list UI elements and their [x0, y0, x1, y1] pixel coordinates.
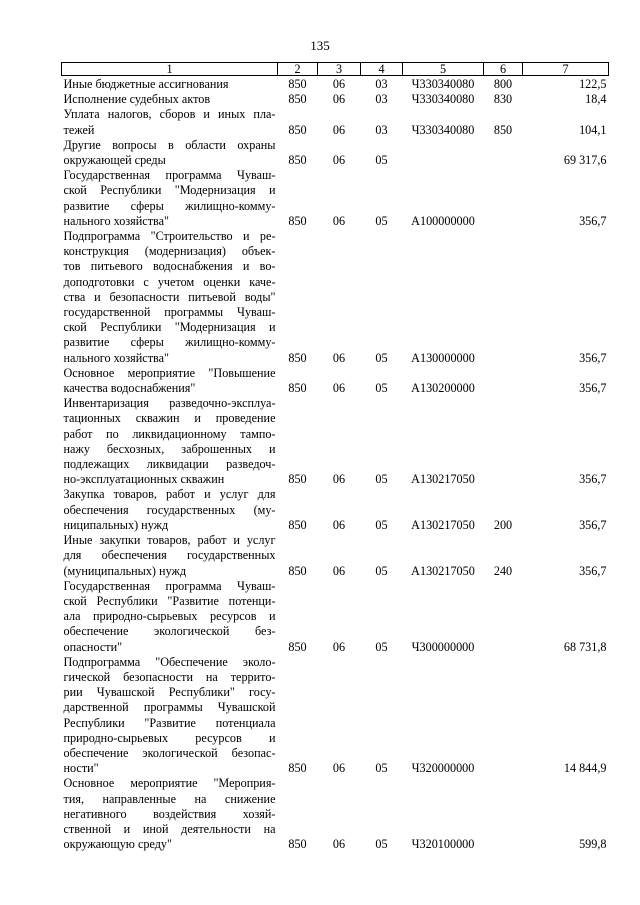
expense-type-code: 240	[493, 563, 513, 578]
subsection-code: 05	[375, 381, 388, 396]
row-name-line: Основное мероприятие "Мероприя-	[63, 776, 276, 791]
target-article-code: А130000000	[411, 350, 475, 365]
row-name-line: Иные закупки товаров, работ и услуг	[63, 533, 276, 548]
table-row	[62, 655, 609, 777]
subsection-code: 05	[375, 350, 388, 365]
column-header-1: 1	[62, 63, 278, 76]
row-name-line: тежей	[63, 122, 95, 137]
row-name-line: Государственная программа Чуваш-	[63, 168, 276, 183]
subsection-code: 03	[375, 122, 388, 137]
section-code: 06	[332, 153, 346, 168]
table-row	[62, 76, 609, 93]
row-name-line: гической безопасности на террито-	[63, 669, 276, 684]
column-header-5: 5	[403, 63, 484, 76]
subsection-code: 03	[375, 77, 388, 91]
row-name-line: обеспечения государственных (му-	[63, 502, 276, 517]
row-name-line: опасности"	[63, 639, 123, 654]
amount: 356,7	[579, 472, 607, 487]
column-header-7: 7	[523, 63, 609, 76]
target-article-code: А100000000	[411, 213, 475, 228]
expense-type-code: 800	[493, 77, 513, 91]
row-name	[62, 776, 278, 852]
row-name-line: Иные бюджетные ассигнования	[63, 77, 229, 91]
target-article-code	[403, 138, 484, 168]
target-article-code: А130217050	[411, 563, 475, 578]
table-header	[62, 63, 609, 76]
subsection-code: 05	[375, 517, 388, 532]
row-name	[62, 76, 278, 93]
table-row	[62, 487, 609, 533]
row-name-line: ниципальных) нужд	[63, 517, 169, 532]
row-name-line: конструкция (модернизация) объек-	[63, 244, 276, 259]
expense-type-code	[484, 396, 523, 487]
amount: 599,8	[579, 837, 607, 852]
row-name-line: Другие вопросы в области охраны	[63, 137, 276, 152]
ministry-code: 850	[288, 472, 307, 487]
table-row	[62, 579, 609, 655]
row-name-line: нального хозяйства"	[63, 350, 170, 365]
column-header-3: 3	[318, 63, 361, 76]
table-row	[62, 107, 609, 137]
amount: 356,7	[579, 213, 607, 228]
row-name-line: дарственной программы Чувашской	[63, 700, 276, 715]
row-name	[62, 138, 278, 168]
table-row	[62, 92, 609, 107]
section-code: 06	[332, 563, 346, 578]
row-name-line: ности"	[63, 761, 99, 776]
ministry-code: 850	[288, 837, 307, 852]
amount: 356,7	[579, 381, 607, 396]
target-article-code: Ч330340080	[411, 92, 475, 107]
ministry-code: 850	[288, 92, 307, 107]
section-code: 06	[332, 350, 346, 365]
expense-type-code	[484, 168, 523, 229]
expense-type-code: 850	[493, 122, 513, 137]
row-name	[62, 396, 278, 487]
expense-type-code	[484, 138, 523, 168]
row-name	[62, 533, 278, 579]
row-name	[62, 107, 278, 137]
row-name-line: Государственная программа Чуваш-	[63, 578, 276, 593]
row-name-line: Подпрограмма "Строительство и ре-	[63, 229, 276, 244]
table-row	[62, 229, 609, 366]
row-name-line: тов питьевого водоснабжения и во-	[63, 259, 276, 274]
row-name-line: тационных скважин и проведение	[63, 411, 276, 426]
amount: 18,4	[585, 92, 607, 107]
row-name-line: государственной программы Чуваш-	[63, 305, 276, 320]
section-code: 06	[332, 122, 346, 137]
section-code: 06	[332, 639, 346, 654]
row-name-line: Подпрограмма "Обеспечение эколо-	[63, 654, 276, 669]
target-article-code: Ч320100000	[411, 837, 475, 852]
ministry-code: 850	[288, 213, 307, 228]
expense-type-code	[484, 655, 523, 777]
row-name-line: ственной и иной деятельности на	[63, 821, 276, 836]
row-name	[62, 229, 278, 366]
row-name-line: Основное мероприятие "Повышение	[63, 365, 276, 380]
expense-type-code	[484, 229, 523, 366]
row-name-line: подлежащих ликвидации разведоч-	[63, 457, 276, 472]
row-name	[62, 168, 278, 229]
ministry-code: 850	[288, 381, 307, 396]
row-name-line: окружающей среды	[63, 153, 166, 168]
column-header-4: 4	[361, 63, 403, 76]
row-name-line: Закупка товаров, работ и услуг для	[63, 487, 276, 502]
row-name-line: развитие сферы жилищно-комму-	[63, 198, 276, 213]
target-article-code: Ч320000000	[411, 761, 475, 776]
row-name-line: (муниципальных) нужд	[63, 563, 187, 578]
row-name-line: качества водоснабжения"	[63, 381, 196, 396]
header-row	[62, 63, 609, 76]
section-code: 06	[332, 472, 346, 487]
budget-table	[61, 62, 609, 852]
ministry-code: 850	[288, 517, 307, 532]
amount: 104,1	[579, 122, 607, 137]
row-name	[62, 579, 278, 655]
row-name-line: ала природно-сырьевых ресурсов и	[63, 609, 276, 624]
table-row	[62, 168, 609, 229]
subsection-code: 03	[375, 92, 388, 107]
amount: 356,7	[579, 563, 607, 578]
target-article-code: А130217050	[411, 517, 475, 532]
section-code: 06	[332, 92, 346, 107]
row-name-line: но-эксплуатационных скважин	[63, 472, 225, 487]
target-article-code: А130200000	[411, 381, 475, 396]
row-name-line: ской Республики "Модернизация и	[63, 183, 276, 198]
row-name-line: нального хозяйства"	[63, 213, 170, 228]
row-name-line: Инвентаризация разведочно-эксплуа-	[63, 396, 276, 411]
target-article-code: Ч300000000	[411, 639, 475, 654]
row-name	[62, 487, 278, 533]
row-name-line: для обеспечения государственных	[63, 548, 276, 563]
target-article-code: Ч330340080	[411, 122, 475, 137]
amount: 356,7	[579, 350, 607, 365]
section-code: 06	[332, 381, 346, 396]
row-name-line: нажу бесхозных, заброшенных и	[63, 441, 276, 456]
row-name	[62, 92, 278, 107]
row-name	[62, 366, 278, 396]
ministry-code: 850	[288, 153, 307, 168]
subsection-code: 05	[375, 153, 388, 168]
target-article-code: А130217050	[411, 472, 475, 487]
row-name-line: ской Республики "Развитие потенци-	[63, 593, 276, 608]
amount: 69 317,6	[563, 153, 607, 168]
page-number: 135	[310, 38, 330, 53]
amount: 14 844,9	[563, 761, 607, 776]
amount: 356,7	[579, 517, 607, 532]
row-name-line: ской Республики "Модернизация и	[63, 320, 276, 335]
expense-type-code	[484, 366, 523, 396]
row-name-line: окружающую среду"	[63, 837, 172, 852]
row-name-line: работ по ликвидационному тампо-	[63, 426, 276, 441]
section-code: 06	[332, 761, 346, 776]
expense-type-code: 200	[493, 517, 513, 532]
row-name-line: ства и безопасности питьевой воды"	[63, 289, 276, 304]
row-name-line: тия, направленные на снижение	[63, 791, 276, 806]
amount: 122,5	[579, 77, 607, 91]
table-row	[62, 533, 609, 579]
column-header-6: 6	[484, 63, 523, 76]
row-name-line: обеспечение экологической безопас-	[63, 745, 276, 760]
subsection-code: 05	[375, 837, 388, 852]
table-row	[62, 776, 609, 852]
row-name-line: обеспечение экологической без-	[63, 624, 276, 639]
row-name-line: развитие сферы жилищно-комму-	[63, 335, 276, 350]
target-article-code: Ч330340080	[411, 77, 475, 91]
expense-type-code	[484, 776, 523, 852]
subsection-code: 05	[375, 213, 388, 228]
section-code: 06	[332, 837, 346, 852]
table-body	[62, 76, 609, 853]
ministry-code: 850	[288, 761, 307, 776]
expense-type-code	[484, 579, 523, 655]
ministry-code: 850	[288, 563, 307, 578]
section-code: 06	[332, 77, 346, 91]
subsection-code: 05	[375, 472, 388, 487]
row-name-line: Уплата налогов, сборов и иных пла-	[63, 107, 276, 122]
ministry-code: 850	[288, 639, 307, 654]
table-row	[62, 366, 609, 396]
subsection-code: 05	[375, 563, 388, 578]
row-name-line: природно-сырьевых ресурсов и	[63, 730, 276, 745]
subsection-code: 05	[375, 761, 388, 776]
table-row	[62, 138, 609, 168]
row-name-line: негативного воздействия хозяй-	[63, 806, 276, 821]
ministry-code: 850	[288, 77, 307, 91]
column-header-2: 2	[278, 63, 318, 76]
ministry-code: 850	[288, 350, 307, 365]
amount: 68 731,8	[563, 639, 607, 654]
subsection-code: 05	[375, 639, 388, 654]
row-name-line: Республики "Развитие потенциала	[63, 715, 276, 730]
row-name-line: Исполнение судебных актов	[63, 92, 211, 107]
section-code: 06	[332, 213, 346, 228]
section-code: 06	[332, 517, 346, 532]
table-row	[62, 396, 609, 487]
expense-type-code: 830	[493, 92, 513, 107]
ministry-code: 850	[288, 122, 307, 137]
row-name	[62, 655, 278, 777]
row-name-line: рии Чувашской Республики" госу-	[63, 685, 276, 700]
row-name-line: доподготовки с учетом оценки каче-	[63, 274, 276, 289]
